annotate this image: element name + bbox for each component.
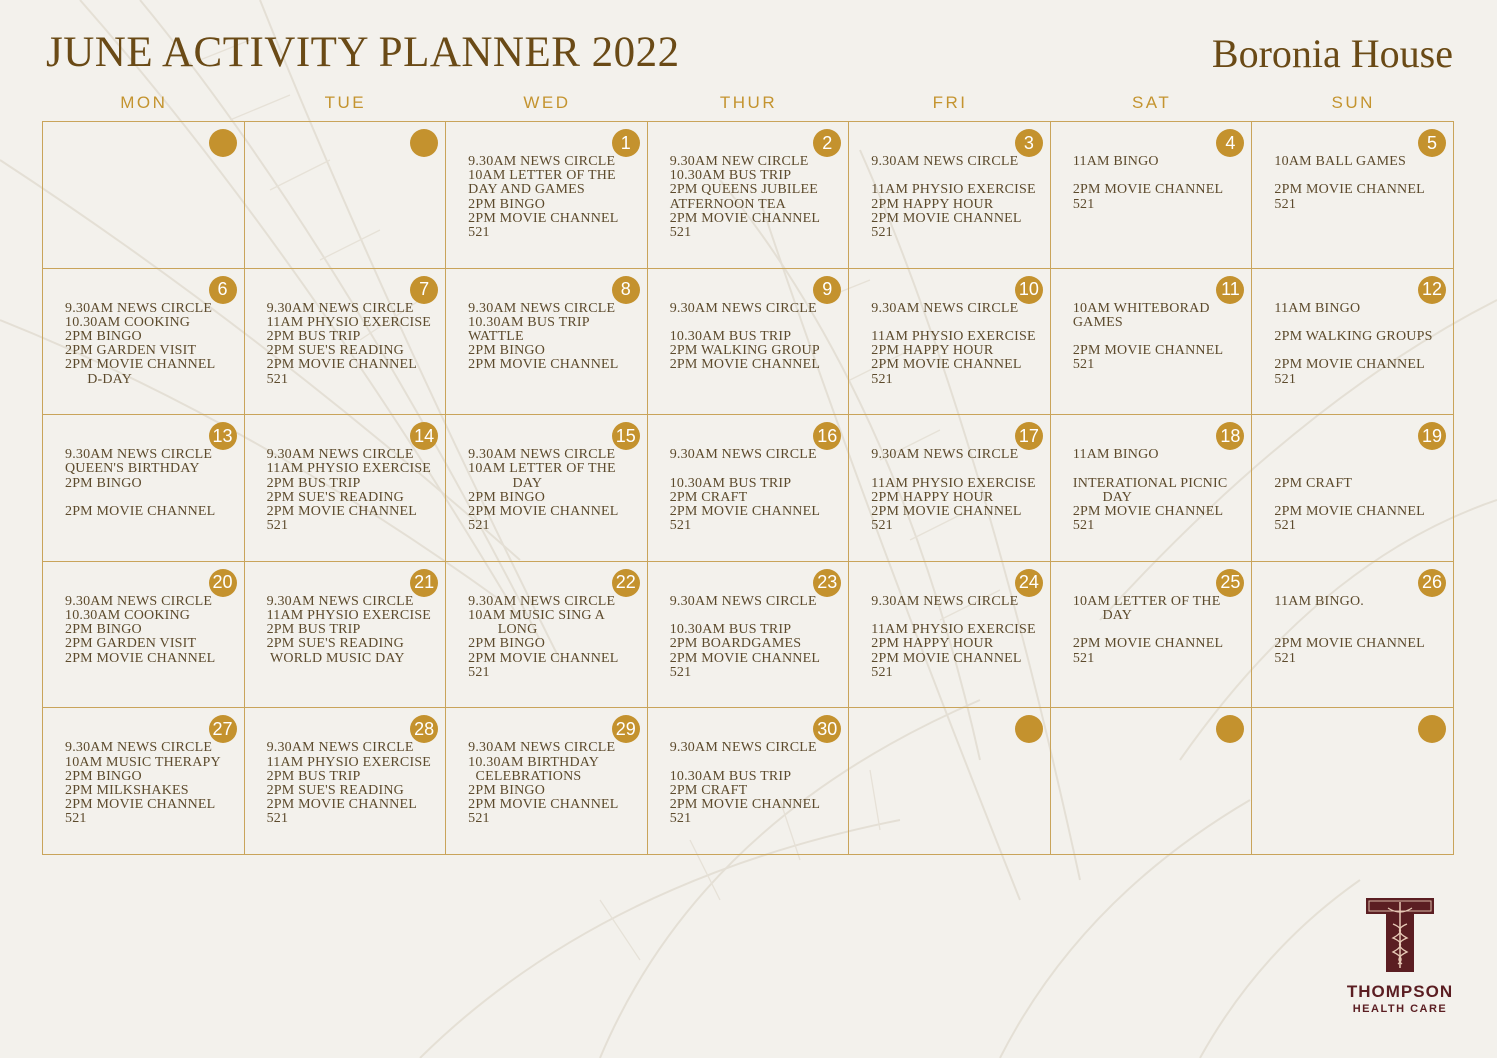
- day-number-badge: [1216, 715, 1244, 743]
- activity-line: [1274, 448, 1445, 462]
- activity-line: [670, 462, 841, 476]
- calendar-day-cell: [446, 269, 648, 416]
- activity-line: 9.30AM NEWS CIRCLE: [65, 447, 213, 463]
- activity-line: [1274, 491, 1445, 505]
- activity-line: 2PM MOVIE CHANNEL: [468, 650, 619, 666]
- activity-line: [1274, 462, 1445, 476]
- activity-line: 2PM MOVIE CHANNEL: [65, 650, 216, 666]
- day-number-badge: 11: [1216, 276, 1244, 304]
- activity-line: 2PM MOVIE CHANNEL: [669, 357, 821, 373]
- activity-line: 9.30AM NEWS CIRCLE: [468, 447, 616, 463]
- activity-line: 2PM WALKING GROUPS: [1274, 328, 1433, 344]
- activity-line: 10.30AM COOKING: [65, 608, 191, 623]
- activity-line: 2PM MOVIE CHANNEL: [468, 357, 619, 373]
- calendar-day-cell: [648, 562, 850, 709]
- activity-line: 521: [871, 664, 893, 680]
- day-number-badge: 19: [1418, 422, 1446, 450]
- calendar-day-cell: [648, 122, 850, 269]
- logo-name: THOMPSON: [1346, 982, 1454, 1001]
- activity-line: 2PM BINGO: [468, 343, 546, 359]
- activity-line: 2PM BINGO: [468, 783, 546, 798]
- logo-subtitle: HEALTH CARE: [1352, 1003, 1448, 1015]
- activity-line: 11AM PHYSIO EXERCISE: [871, 622, 1036, 638]
- calendar-grid: [42, 121, 1454, 855]
- activity-list: [267, 741, 438, 826]
- activity-list: [871, 155, 1042, 240]
- activity-line: 521: [1274, 371, 1297, 387]
- activity-line: 9.30AM NEWS CIRCLE: [669, 593, 817, 609]
- activity-line: 2PM BUS TRIP: [266, 622, 361, 638]
- activity-line: 9.30AM NEWS CIRCLE: [871, 447, 1019, 463]
- calendar-day-cell: [1252, 708, 1454, 855]
- activity-list: [1274, 448, 1445, 533]
- calendar-day-cell: [849, 562, 1051, 709]
- day-number-badge: 14: [410, 422, 438, 450]
- calendar-day-cell: [1051, 415, 1253, 562]
- activity-list: [1073, 448, 1244, 533]
- activity-list: [670, 741, 841, 826]
- activity-line: 2PM MOVIE CHANNEL: [669, 210, 821, 226]
- activity-list: [267, 302, 438, 387]
- activity-line: 11AM PHYSIO EXERCISE: [266, 314, 432, 330]
- activity-line: [1274, 609, 1445, 623]
- weekday-label: SAT: [1131, 93, 1172, 112]
- activity-line: 11AM PHYSIO EXERCISE: [266, 608, 432, 623]
- activity-line: 2PM MOVIE CHANNEL: [669, 797, 821, 813]
- activity-line: 2PM BOARDGAMES: [669, 636, 802, 652]
- activity-line: 2PM MOVIE CHANNEL: [871, 357, 1022, 373]
- activity-line: CELEBRATIONS: [468, 768, 582, 784]
- activity-line: 9.30AM NEWS CIRCLE: [266, 593, 414, 609]
- activity-list: [1274, 595, 1445, 666]
- activity-line: WATTLE: [468, 329, 524, 344]
- activity-list: [65, 595, 236, 666]
- house-name: Boronia House: [1211, 31, 1453, 76]
- activity-line: 2PM MOVIE CHANNEL: [65, 503, 216, 519]
- activity-line: [1274, 316, 1445, 330]
- activity-line: 2PM CRAFT: [669, 489, 748, 505]
- activity-line: 10.30AM BUS TRIP: [669, 475, 792, 491]
- activity-line: 521: [468, 664, 490, 680]
- activity-line: INTERATIONAL PICNIC: [1072, 475, 1228, 491]
- activity-line: 2PM MOVIE CHANNEL: [468, 504, 619, 519]
- activity-line: 2PM BINGO: [468, 489, 546, 505]
- activity-line: [1274, 169, 1445, 183]
- activity-line: 10AM LETTER OF THE: [468, 168, 616, 184]
- activity-list: [1073, 155, 1244, 212]
- activity-line: 2PM WALKING GROUP: [669, 343, 820, 359]
- calendar-day-cell: [245, 415, 447, 562]
- activity-line: 2PM MOVIE CHANNEL: [1274, 636, 1425, 652]
- activity-line: [1073, 169, 1244, 183]
- activity-line: 9.30AM NEWS CIRCLE: [468, 154, 616, 169]
- day-number-badge: 6: [209, 276, 237, 304]
- day-number-badge: 29: [612, 715, 640, 743]
- day-number-badge: [1015, 715, 1043, 743]
- activity-line: DAY: [1072, 608, 1133, 623]
- activity-line: 2PM SUE'S READING: [266, 783, 404, 798]
- activity-line: 10.30AM BUS TRIP: [669, 622, 792, 638]
- day-number-badge: [209, 129, 237, 157]
- calendar-day-cell: [1252, 415, 1454, 562]
- activity-line: 10.30AM BIRTHDAY: [468, 754, 600, 770]
- activity-line: 2PM MILKSHAKES: [65, 783, 189, 798]
- weekday-label: FRI: [932, 93, 968, 112]
- activity-line: 2PM QUEENS JUBILEE: [669, 182, 818, 198]
- activity-list: [871, 448, 1042, 533]
- activity-list: [871, 302, 1042, 387]
- activity-line: 11AM PHYSIO EXERCISE: [266, 461, 432, 477]
- day-number-badge: 12: [1418, 276, 1446, 304]
- activity-line: [1274, 623, 1445, 637]
- calendar-day-cell: [43, 562, 245, 709]
- activity-line: 521: [1072, 518, 1095, 534]
- activity-line: [670, 609, 841, 623]
- activity-line: 2PM GARDEN VISIT: [65, 636, 197, 652]
- activity-list: [267, 448, 438, 533]
- calendar-day-cell: [43, 122, 245, 269]
- activity-line: 2PM BINGO: [65, 475, 142, 491]
- activity-line: 521: [669, 225, 692, 241]
- day-number-badge: 8: [612, 276, 640, 304]
- day-number-badge: 10: [1015, 276, 1043, 304]
- day-number-badge: 9: [813, 276, 841, 304]
- activity-line: 2PM MOVIE CHANNEL: [1072, 343, 1224, 359]
- activity-line: [65, 491, 236, 505]
- calendar-day-cell: [849, 269, 1051, 416]
- activity-line: 2PM MOVIE CHANNEL: [468, 210, 619, 226]
- day-number-badge: 7: [410, 276, 438, 304]
- day-number-badge: 24: [1015, 569, 1043, 597]
- activity-line: 11AM BINGO: [1274, 300, 1361, 316]
- activity-line: 9.30AM NEWS CIRCLE: [65, 300, 213, 316]
- activity-line: 10AM WHITEBORAD: [1072, 300, 1210, 316]
- activity-list: [871, 595, 1042, 680]
- calendar-day-cell: [1051, 708, 1253, 855]
- activity-list: [670, 155, 841, 240]
- calendar-day-cell: [849, 122, 1051, 269]
- calendar-day-cell: [648, 708, 850, 855]
- calendar-day-cell: [43, 269, 245, 416]
- activity-line: 2PM MOVIE CHANNEL: [468, 797, 619, 813]
- activity-line: 10.30AM BUS TRIP: [669, 768, 792, 784]
- activity-line: 521: [669, 664, 692, 680]
- calendar-day-cell: [43, 708, 245, 855]
- weekday-label: THUR: [719, 93, 778, 112]
- day-number-badge: 3: [1015, 129, 1043, 157]
- activity-line: 521: [871, 225, 893, 240]
- weekday-label: MON: [120, 93, 168, 112]
- calendar-day-cell: [849, 415, 1051, 562]
- activity-line: 9.30AM NEWS CIRCLE: [669, 447, 817, 463]
- activity-line: 2PM CRAFT: [1274, 475, 1353, 491]
- activity-line: 2PM BINGO: [65, 622, 142, 638]
- activity-line: 9.30AM NEWS CIRCLE: [871, 154, 1019, 169]
- activity-list: [1073, 595, 1244, 666]
- activity-line: 521: [1274, 650, 1297, 666]
- activity-list: [468, 448, 639, 533]
- page-title: JUNE ACTIVITY PLANNER 2022: [46, 29, 680, 76]
- activity-line: 2PM BUS TRIP: [266, 768, 361, 784]
- activity-list: [468, 302, 639, 373]
- calendar-day-cell: [648, 269, 850, 416]
- day-number-badge: 27: [209, 715, 237, 743]
- activity-line: 10AM LETTER OF THE: [1072, 593, 1221, 609]
- activity-line: 9.30AM NEWS CIRCLE: [669, 300, 817, 316]
- activity-line: 2PM MOVIE CHANNEL: [1274, 182, 1425, 198]
- activity-line: 11AM PHYSIO EXERCISE: [871, 475, 1036, 491]
- activity-list: [468, 155, 639, 240]
- activity-line: 10AM MUSIC THERAPY: [65, 754, 221, 770]
- activity-line: 521: [669, 811, 692, 827]
- calendar-day-cell: [245, 708, 447, 855]
- activity-list: [670, 448, 841, 533]
- day-number-badge: [1418, 715, 1446, 743]
- calendar-day-cell: [245, 562, 447, 709]
- calendar-day-cell: [1051, 562, 1253, 709]
- day-number-badge: 23: [813, 569, 841, 597]
- activity-line: WORLD MUSIC DAY: [266, 650, 405, 666]
- activity-line: [670, 316, 841, 330]
- activity-line: 2PM MOVIE CHANNEL: [669, 503, 821, 519]
- day-number-badge: 25: [1216, 569, 1244, 597]
- activity-line: 2PM MOVIE CHANNEL: [1274, 503, 1425, 519]
- activity-line: DAY: [468, 475, 543, 491]
- calendar-day-cell: [1252, 122, 1454, 269]
- activity-line: 10AM MUSIC SING A: [468, 608, 605, 623]
- activity-line: LONG: [468, 622, 538, 638]
- activity-list: [65, 302, 236, 387]
- activity-list: [267, 595, 438, 666]
- activity-line: 9.30AM NEWS CIRCLE: [468, 300, 616, 316]
- activity-line: 2PM SUE'S READING: [266, 636, 404, 652]
- activity-line: 10AM BALL GAMES: [1274, 154, 1407, 169]
- day-number-badge: 30: [813, 715, 841, 743]
- activity-line: 2PM BINGO: [65, 768, 142, 784]
- activity-line: [871, 609, 1042, 623]
- activity-list: [1274, 155, 1445, 212]
- day-number-badge: 20: [209, 569, 237, 597]
- activity-line: 2PM HAPPY HOUR: [871, 343, 994, 359]
- activity-line: 521: [1072, 196, 1095, 212]
- activity-line: 521: [871, 371, 893, 387]
- activity-list: [468, 595, 639, 680]
- activity-line: 2PM MOVIE CHANNEL: [266, 504, 417, 519]
- day-number-badge: [410, 129, 438, 157]
- day-number-badge: 13: [209, 422, 237, 450]
- day-number-badge: 18: [1216, 422, 1244, 450]
- calendar-day-cell: [446, 122, 648, 269]
- activity-line: [1073, 623, 1244, 637]
- calendar-day-cell: [1051, 122, 1253, 269]
- activity-line: 2PM MOVIE CHANNEL: [65, 357, 216, 373]
- activity-line: 9.30AM NEWS CIRCLE: [266, 300, 414, 316]
- activity-line: 9.30AM NEWS CIRCLE: [871, 593, 1019, 609]
- activity-line: 521: [468, 225, 490, 241]
- activity-line: 2PM MOVIE CHANNEL: [1072, 503, 1224, 519]
- activity-line: [1073, 462, 1244, 476]
- calendar-day-cell: [1051, 269, 1253, 416]
- activity-list: [468, 741, 639, 826]
- activity-line: 2PM BUS TRIP: [266, 475, 361, 491]
- activity-line: 2PM MOVIE CHANNEL: [65, 797, 216, 813]
- day-number-badge: 21: [410, 569, 438, 597]
- day-number-badge: 15: [612, 422, 640, 450]
- thompson-logo: [1338, 894, 1462, 1018]
- activity-line: QUEEN'S BIRTHDAY: [65, 461, 200, 477]
- caduceus-icon: [1338, 894, 1462, 978]
- calendar-day-cell: [245, 122, 447, 269]
- activity-line: 2PM MOVIE CHANNEL: [871, 650, 1022, 666]
- activity-line: 2PM CRAFT: [669, 782, 748, 798]
- day-number-badge: 26: [1418, 569, 1446, 597]
- activity-line: [871, 462, 1042, 476]
- calendar-day-cell: [1252, 269, 1454, 416]
- activity-line: 2PM MOVIE CHANNEL: [871, 503, 1022, 519]
- activity-line: 10.30AM BUS TRIP: [669, 168, 792, 184]
- activity-line: DAY: [1072, 489, 1133, 505]
- activity-list: [65, 448, 236, 519]
- activity-line: 9.30AM NEWS CIRCLE: [871, 300, 1019, 316]
- calendar-day-cell: [849, 708, 1051, 855]
- weekday-label: TUE: [324, 93, 367, 112]
- activity-line: 521: [669, 518, 692, 534]
- activity-line: 9.30AM NEW CIRCLE: [669, 154, 809, 169]
- activity-line: 2PM HAPPY HOUR: [871, 636, 994, 652]
- activity-line: 9.30AM NEWS CIRCLE: [669, 740, 817, 756]
- day-number-badge: 5: [1418, 129, 1446, 157]
- activity-line: [871, 316, 1042, 330]
- activity-line: DAY AND GAMES: [468, 182, 585, 198]
- activity-line: 521: [468, 811, 490, 827]
- activity-line: 2PM SUE'S READING: [266, 489, 404, 505]
- activity-line: 2PM MOVIE CHANNEL: [1274, 357, 1425, 373]
- calendar-day-cell: [446, 708, 648, 855]
- activity-line: 10.30AM BUS TRIP: [468, 314, 590, 330]
- activity-line: ATFERNOON TEA: [669, 196, 786, 212]
- day-number-badge: 17: [1015, 422, 1043, 450]
- activity-line: 2PM MOVIE CHANNEL: [1072, 636, 1224, 652]
- activity-line: 9.30AM NEWS CIRCLE: [266, 740, 414, 756]
- calendar-day-cell: [446, 415, 648, 562]
- weekday-label: SUN: [1331, 93, 1375, 112]
- activity-list: [1274, 302, 1445, 387]
- activity-line: 11AM PHYSIO EXERCISE: [871, 328, 1036, 344]
- activity-line: GAMES: [1072, 314, 1123, 330]
- activity-line: 9.30AM NEWS CIRCLE: [65, 593, 213, 609]
- activity-line: 2PM MOVIE CHANNEL: [1072, 182, 1224, 198]
- activity-line: [1073, 330, 1244, 344]
- activity-line: 2PM BUS TRIP: [266, 329, 361, 344]
- activity-line: 10AM LETTER OF THE: [468, 461, 616, 477]
- weekday-label: WED: [523, 93, 571, 112]
- day-number-badge: 4: [1216, 129, 1244, 157]
- activity-line: 521: [871, 518, 893, 534]
- activity-list: [1073, 302, 1244, 373]
- activity-line: D-DAY: [65, 371, 133, 387]
- day-number-badge: 2: [813, 129, 841, 157]
- activity-line: 521: [1274, 518, 1297, 534]
- activity-line: 2PM MOVIE CHANNEL: [871, 210, 1022, 226]
- activity-line: 521: [1072, 650, 1095, 666]
- activity-line: 521: [65, 811, 87, 827]
- calendar-day-cell: [43, 415, 245, 562]
- calendar-day-cell: [245, 269, 447, 416]
- day-number-badge: 1: [612, 129, 640, 157]
- day-number-badge: 28: [410, 715, 438, 743]
- activity-line: 9.30AM NEWS CIRCLE: [266, 447, 414, 463]
- activity-list: [65, 741, 236, 826]
- activity-line: 521: [266, 811, 289, 827]
- activity-line: 11AM BINGO.: [1274, 593, 1364, 609]
- day-number-badge: 22: [612, 569, 640, 597]
- activity-line: [670, 756, 841, 770]
- activity-line: 521: [468, 518, 490, 534]
- activity-line: 9.30AM NEWS CIRCLE: [468, 740, 616, 756]
- activity-line: 521: [266, 371, 289, 387]
- activity-list: [670, 302, 841, 373]
- activity-line: 521: [1072, 357, 1095, 373]
- activity-line: [871, 169, 1042, 183]
- weekday-header: [43, 93, 1454, 117]
- activity-line: 2PM BINGO: [468, 196, 546, 212]
- activity-line: 11AM PHYSIO EXERCISE: [266, 754, 432, 770]
- activity-line: 10.30AM COOKING: [65, 314, 191, 330]
- activity-line: 2PM BINGO: [468, 636, 546, 652]
- activity-line: 11AM BINGO: [1072, 154, 1159, 169]
- activity-line: 11AM BINGO: [1072, 447, 1159, 463]
- activity-line: 2PM GARDEN VISIT: [65, 343, 197, 359]
- activity-line: 2PM SUE'S READING: [266, 343, 404, 359]
- calendar-day-cell: [648, 415, 850, 562]
- calendar-day-cell: [1252, 562, 1454, 709]
- activity-line: 521: [266, 518, 289, 534]
- activity-line: 2PM HAPPY HOUR: [871, 489, 994, 505]
- calendar-day-cell: [446, 562, 648, 709]
- activity-line: 2PM BINGO: [65, 329, 142, 344]
- activity-line: 9.30AM NEWS CIRCLE: [65, 740, 213, 756]
- activity-line: 9.30AM NEWS CIRCLE: [468, 593, 616, 609]
- activity-line: 2PM MOVIE CHANNEL: [266, 357, 417, 373]
- activity-line: 11AM PHYSIO EXERCISE: [871, 182, 1036, 198]
- activity-line: 10.30AM BUS TRIP: [669, 328, 792, 344]
- activity-line: 2PM MOVIE CHANNEL: [266, 797, 417, 813]
- activity-list: [670, 595, 841, 680]
- activity-line: 2PM HAPPY HOUR: [871, 196, 994, 212]
- activity-line: 521: [1274, 196, 1297, 212]
- day-number-badge: 16: [813, 422, 841, 450]
- activity-line: 2PM MOVIE CHANNEL: [669, 650, 821, 666]
- activity-line: [1274, 344, 1445, 358]
